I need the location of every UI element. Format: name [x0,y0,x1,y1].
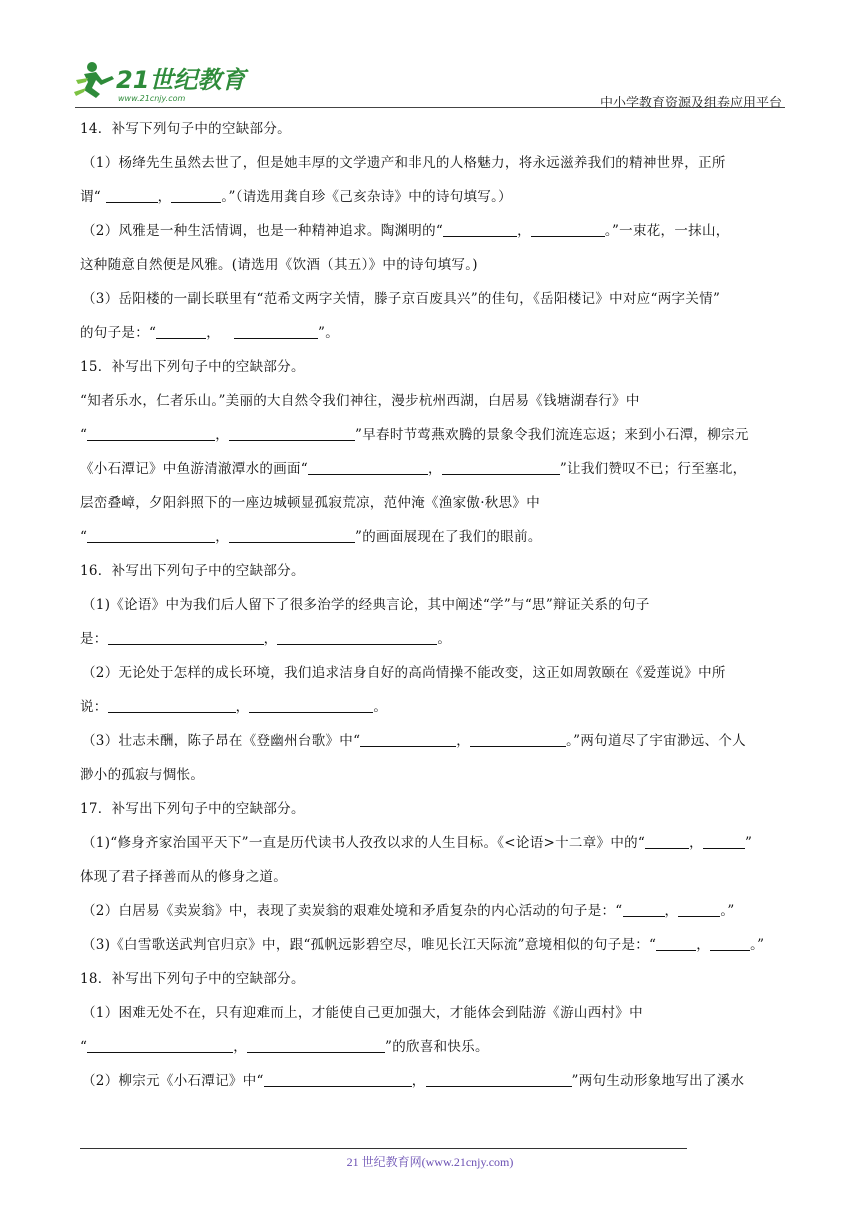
text: ， [157,189,172,205]
text: （2）白居易《卖炭翁》中，表现了卖炭翁的艰难处境和矛盾复杂的内心活动的句子是：“ [82,903,623,919]
q18-s2 [80,1064,785,1098]
answer-blank[interactable] [108,630,264,645]
q15-l5 [80,520,785,554]
text: 是： [80,631,108,647]
text: 。”（请选用龚自珍《己亥杂诗》中的诗句填写。） [221,189,512,205]
text: ”两句生动形象地写出了溪水 [571,1073,745,1089]
q16-s1b [80,622,785,656]
text: ， [263,631,278,647]
text: （3）壮志未酬，陈子昂在《登幽州台歌》中“ [82,733,361,749]
q14-s2b: 这种随意自然便是风雅。(请选用《饮酒（其五）》中的诗句填写。) [80,257,478,273]
answer-blank[interactable] [710,936,750,951]
answer-blank[interactable] [87,528,215,543]
answer-blank[interactable] [87,1038,233,1053]
text: ， [206,325,221,341]
answer-blank[interactable] [108,698,236,713]
answer-blank[interactable] [308,460,428,475]
footer-divider [80,1148,687,1149]
text: 。” [720,903,735,919]
logo-url: www.21cnjy.com [118,94,186,103]
text: “ [80,427,88,443]
answer-blank[interactable] [106,188,158,203]
header-divider [75,107,785,108]
text: 谓“ [80,189,106,205]
q15-l1: “知者乐水，仁者乐山。”美丽的大自然令我们神往，漫步杭州西湖，白居易《钱塘湖春行》中 [80,393,640,409]
site-logo [72,58,262,104]
text: ， [233,1039,248,1055]
q16-s3b: 渺小的孤寂与惆怅。 [80,767,205,783]
q14-s1a: （1）杨绛先生虽然去世了，但是她丰厚的文学遗产和非凡的人格魅力，将永远滋养我们的精神世界，正所 [82,155,726,171]
text: 。 [437,631,452,647]
q18-title: 18．补写出下列句子中的空缺部分。 [80,971,305,987]
q18-s1b [80,1030,785,1064]
answer-blank[interactable] [229,426,355,441]
logo-text: 21世纪教育 [116,66,246,94]
text: “ [80,1039,88,1055]
q14-s2a [80,214,785,248]
answer-blank[interactable] [645,834,689,849]
text: ， [456,733,471,749]
text: 。 [373,699,388,715]
answer-blank[interactable] [264,1072,412,1087]
runner-icon [74,62,114,98]
text: ”早春时节莺燕欢腾的景象令我们流连忘返；来到小石潭，柳宗元 [355,427,749,443]
text: （1)“修身齐家治国平天下”一直是历代读书人孜孜以求的人生目标。《<论语>十二章》中的“ [82,835,646,851]
q16-s1a: （1)《论语》中为我们后人留下了很多治学的经典言论，其中阐述“学”与“思”辩证关系的句子 [82,597,650,613]
q17-s3 [80,928,785,962]
answer-blank[interactable] [442,460,560,475]
q16-s3a [80,724,785,758]
answer-blank[interactable] [171,188,221,203]
answer-blank[interactable] [277,630,437,645]
answer-blank[interactable] [426,1072,572,1087]
text: ， [215,529,230,545]
q17-s1a [80,826,785,860]
text: ， [411,1073,426,1089]
text: （3)《白雪歌送武判官归京》中，跟“孤帆远影碧空尽，唯见长江天际流”意境相似的句子是：“ [82,937,657,953]
q14-s1b [80,180,785,214]
q16-title: 16．补写出下列句子中的空缺部分。 [80,563,305,579]
q15-title: 15．补写出下列句子中的空缺部分。 [80,359,305,375]
text: ， [664,903,679,919]
q17-title: 17．补写出下列句子中的空缺部分。 [80,801,305,817]
answer-blank[interactable] [443,222,517,237]
answer-blank[interactable] [234,324,318,339]
q15-l4: 层峦叠嶂，夕阳斜照下的一座边城顿显孤寂荒凉，范仲淹《渔家傲·秋思》中 [80,495,540,511]
text: ”。 [318,325,340,341]
answer-blank[interactable] [156,324,206,339]
text: ， [215,427,230,443]
q15-l3 [80,452,785,486]
text: ”让我们赞叹不已；行至塞北， [559,461,747,477]
text: ”的欣喜和快乐。 [385,1039,489,1055]
text: ， [696,937,711,953]
answer-blank[interactable] [247,1038,385,1053]
text: 《小石潭记》中鱼游清澈潭水的画面“ [80,461,309,477]
text: （2）柳宗元《小石潭记》中“ [82,1073,264,1089]
text: 。” [750,937,765,953]
text: ， [689,835,703,851]
q15-l2 [80,418,785,452]
text: 。”两句道尽了宇宙渺远、个人 [566,733,746,749]
text: ， [428,461,442,477]
text: （2）风雅是一种生活情调，也是一种精神追求。陶渊明的“ [82,223,444,239]
answer-blank[interactable] [623,902,665,917]
q17-s2 [80,894,785,928]
footer-text[interactable]: 21 世纪教育网(www.21cnjy.com) [346,1155,514,1169]
text: ， [235,699,250,715]
text: “ [80,529,88,545]
q14-s3a: （3）岳阳楼的一副长联里有“范希文两字关情，滕子京百废具兴”的佳句，《岳阳楼记》中对应“两字关情” [82,291,721,307]
text: 说： [80,699,108,715]
text: ， [517,223,531,239]
q16-s2b [80,690,785,724]
q18-s1a: （1）困难无处不在，只有迎难而上，才能使自己更加强大，才能体会到陆游《游山西村》中 [82,1005,643,1021]
answer-blank[interactable] [229,528,355,543]
answer-blank[interactable] [703,834,745,849]
text: ”的画面展现在了我们的眼前。 [355,529,542,545]
text: ” [744,835,753,851]
header-tagline: 中小学教育资源及组卷应用平台 [599,96,782,111]
answer-blank[interactable] [470,732,566,747]
answer-blank[interactable] [678,902,720,917]
q14-title: 14．补写下列句子中的空缺部分。 [80,121,291,137]
answer-blank[interactable] [249,698,373,713]
q17-s1b: 体现了君子择善而从的修身之道。 [80,869,287,885]
answer-blank[interactable] [87,426,215,441]
answer-blank[interactable] [656,936,696,951]
text: 。”一束花，一抹山， [604,223,730,239]
answer-blank[interactable] [531,222,605,237]
q14-s3b [80,316,785,350]
document-body [80,112,785,1098]
text: 的句子是：“ [80,325,157,341]
answer-blank[interactable] [360,732,456,747]
q16-s2a: （2）无论处于怎样的成长环境，我们追求洁身自好的高尚情操不能改变，这正如周敦颐在《爱莲说》中所 [82,665,726,681]
